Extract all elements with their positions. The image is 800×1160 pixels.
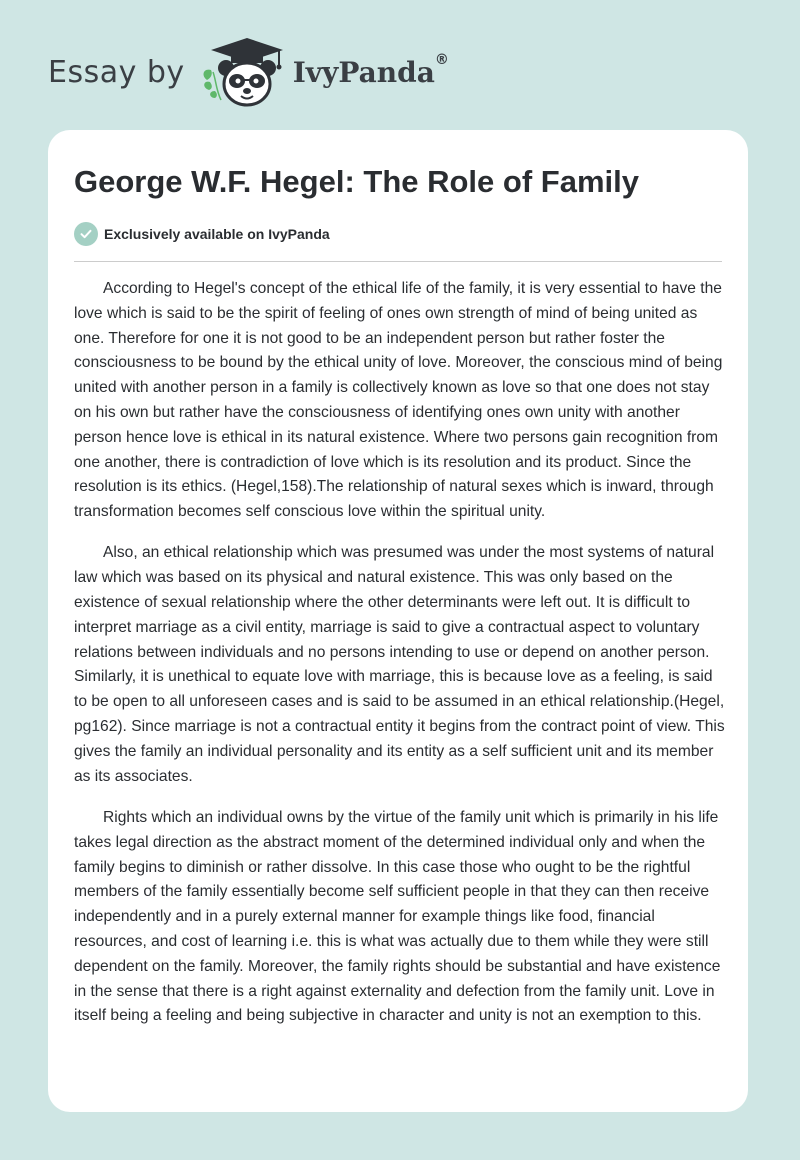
essay-by-label: Essay by bbox=[48, 54, 185, 90]
essay-card bbox=[48, 130, 748, 1112]
ivypanda-logo-icon[interactable] bbox=[199, 36, 285, 108]
essay-paragraph: Rights which an individual owns by the virtue of the family unit which is primarily in his life takes legal direction as the abstract moment of the determined individual only and when the family begins to diminish or rather dissolve. In this case those who ought to be the rightful members of the family essentially become self sufficient people in that they can then receive independently and in a purely external manner for example things like food, financial resources, and cost of learning i.e. this is what was actually due to them while they were still dependent on the family. Moreover, the family rights should be substantial and have existence in the sense that there is a right against externality and defection from the family unit. Love in itself being a feeling and being subjective in character and unity is not an exemption to this. bbox=[74, 808, 721, 1025]
check-icon bbox=[74, 222, 98, 246]
site-header bbox=[48, 36, 449, 108]
exclusive-badge-label: Exclusively available on IvyPanda bbox=[104, 226, 330, 242]
essay-body bbox=[74, 277, 726, 1046]
essay-paragraph: Also, an ethical relationship which was presumed was under the most systems of natural law which was based on its physical and natural existence. This was only based on the existence of sexual relationship where the other determinants were left out. It is difficult to interpret marriage as a civil entity, marriage is said to give a contractual aspect to voluntary relations between individuals and no persons intending to use or depend on another person. Similarly, it is unethical to equate love with marriage, this is because love as a feeling, is said to be open to all unforeseen cases and is said to be assumed in an ethical relationship.(Hegel, pg162). Since marriage is not a contractual entity it begins from the contract point of view. This gives the family an individual personality and its entity as a self sufficient unit and its member as its associates. bbox=[74, 544, 725, 785]
brand-name[interactable]: IvyPanda® bbox=[292, 51, 449, 89]
page-title: George W.F. Hegel: The Role of Family bbox=[74, 164, 639, 199]
registered-mark: ® bbox=[434, 51, 449, 68]
exclusive-badge bbox=[74, 222, 330, 246]
divider bbox=[74, 261, 722, 262]
essay-paragraph: According to Hegel's concept of the ethical life of the family, it is very essential to have the love which is said to be the spirit of feeling of ones own strength of mind of being united as one. Therefore for one it is not good to be an independent person but rather foster the consciousness to be bound by the ethical unity of love. Moreover, the conscious mind of being united with another person in a family is collectively known as love so that one does not stay on his own but rather have the consciousness of identifying ones own unity with another person hence love is ethical in its natural existence. Where two persons gain recognition from one another, there is contradiction of love which is its resolution and its product. Since the resolution is its ethics. (Hegel,158).The relationship of natural sexes which is inward, through transformation becomes self conscious love within the spiritual unity. bbox=[74, 280, 723, 521]
